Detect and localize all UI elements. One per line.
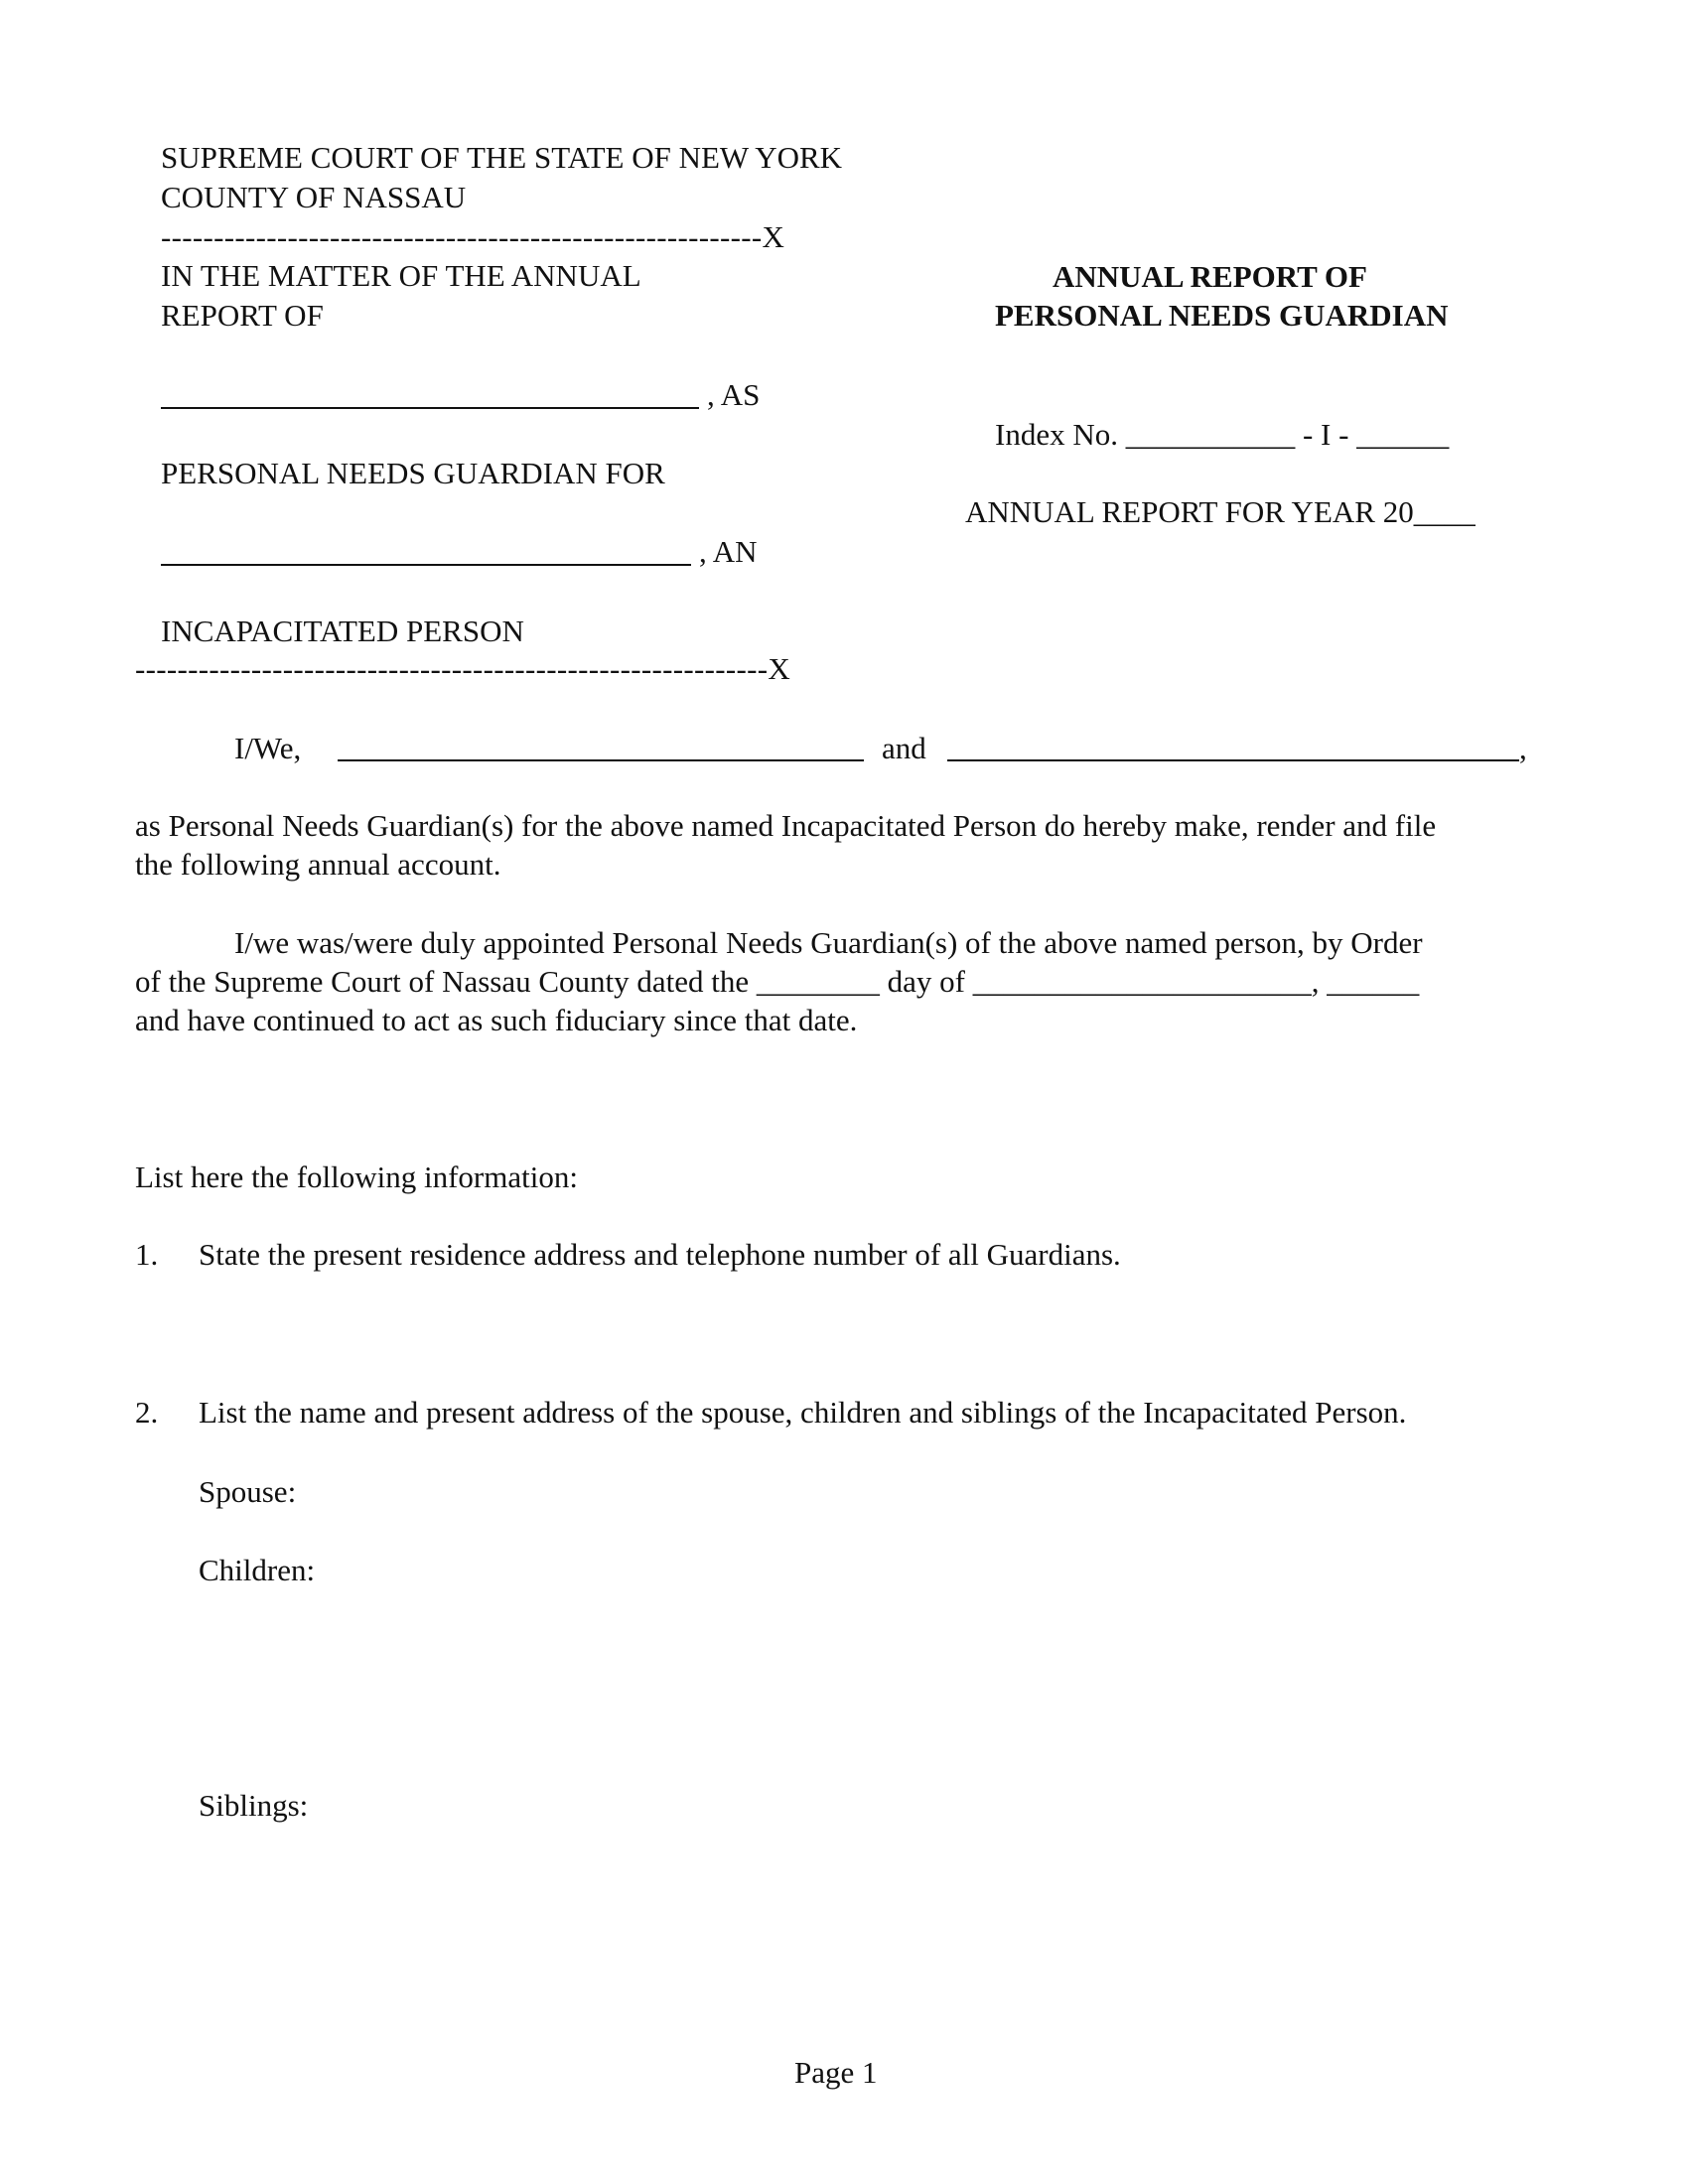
item-2-text: List the name and present address of the spouse, children and siblings of the Incapacitated Person. — [199, 1395, 1407, 1430]
paragraph-2-line-1: I/we was/were duly appointed Personal Needs Guardian(s) of the above named person, by Order — [234, 925, 1423, 960]
guardian-name-field[interactable] — [161, 407, 699, 409]
caption-separator-top: ---------------------------------------------------------X — [161, 219, 785, 254]
incapacitated-person-label: INCAPACITATED PERSON — [161, 614, 524, 648]
index-number-field[interactable]: Index No. ___________ - I - ______ — [995, 417, 1450, 452]
paragraph-1-line-2: the following annual account. — [135, 847, 501, 882]
as-suffix: , AS — [707, 377, 761, 412]
incapacitated-person-name-field[interactable] — [161, 564, 691, 566]
guardian-1-name-field[interactable] — [338, 759, 864, 761]
report-title-line-1: ANNUAL REPORT OF — [1053, 259, 1367, 294]
guardian-2-name-field[interactable] — [947, 759, 1519, 761]
court-name: SUPREME COURT OF THE STATE OF NEW YORK — [161, 140, 843, 175]
children-label: Children: — [199, 1553, 316, 1587]
guardian-for-label: PERSONAL NEEDS GUARDIAN FOR — [161, 456, 665, 490]
item-2-number: 2. — [135, 1395, 159, 1430]
list-intro: List here the following information: — [135, 1160, 578, 1194]
an-suffix: , AN — [699, 534, 758, 569]
appointment-date-fields[interactable]: of the Supreme Court of Nassau County dated the ________ day of ______________________, ______ — [135, 964, 1420, 999]
item-1-text: State the present residence address and telephone number of all Guardians. — [199, 1237, 1121, 1272]
matter-line-1: IN THE MATTER OF THE ANNUAL — [161, 258, 641, 293]
trailing-comma: , — [1519, 731, 1527, 765]
item-1-number: 1. — [135, 1237, 159, 1272]
siblings-label: Siblings: — [199, 1788, 309, 1823]
spouse-label: Spouse: — [199, 1474, 297, 1509]
report-title-line-2: PERSONAL NEEDS GUARDIAN — [995, 298, 1449, 333]
matter-line-2: REPORT OF — [161, 298, 324, 333]
and-label: and — [882, 731, 926, 765]
iwe-label: I/We, — [234, 731, 302, 765]
caption-separator-bottom: ------------------------------------------------------------X — [135, 651, 791, 686]
paragraph-1-line-1: as Personal Needs Guardian(s) for the above named Incapacitated Person do hereby make, render and file — [135, 808, 1437, 843]
report-year-field[interactable]: ANNUAL REPORT FOR YEAR 20____ — [965, 494, 1476, 529]
paragraph-2-line-3: and have continued to act as such fiduciary since that date. — [135, 1003, 858, 1037]
page-number: Page 1 — [794, 2055, 878, 2090]
county-name: COUNTY OF NASSAU — [161, 180, 467, 214]
